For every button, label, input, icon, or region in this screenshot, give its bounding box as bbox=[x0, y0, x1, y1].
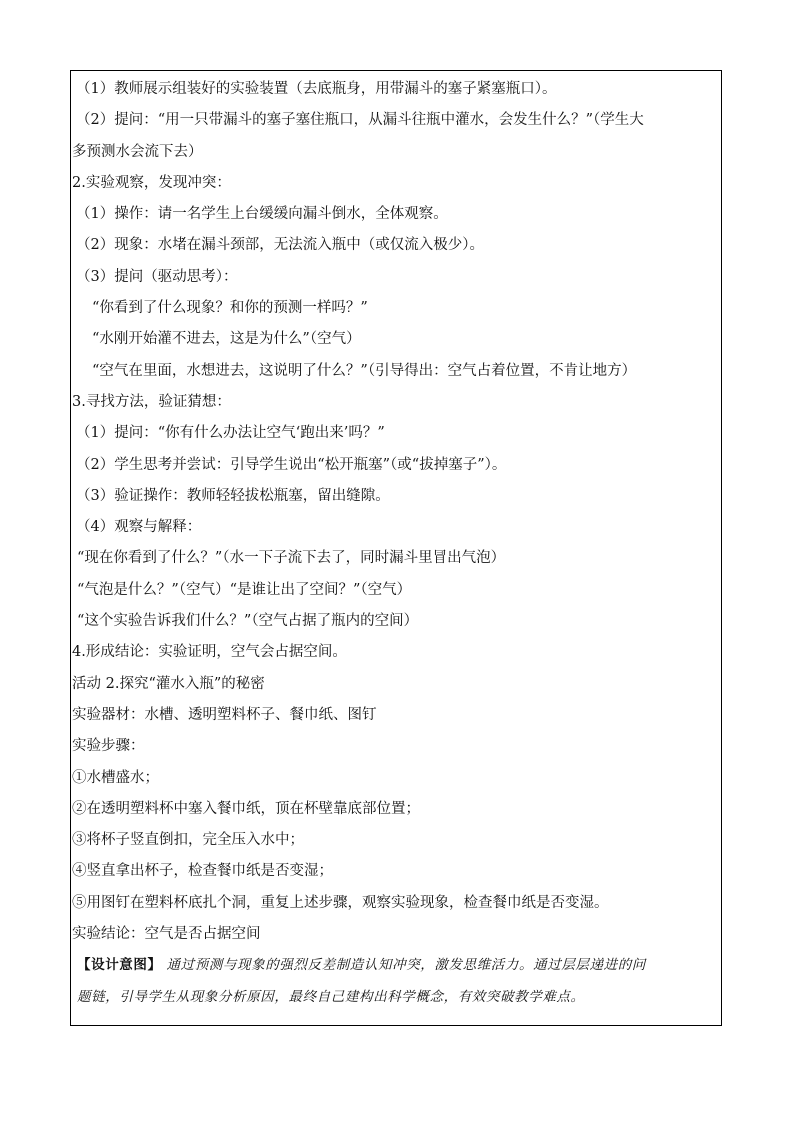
step-line: ①水槽盛水； bbox=[72, 769, 159, 786]
lesson-content bbox=[71, 71, 721, 1013]
design-intent-text: 通过预测与现象的强烈反差制造认知冲突，激发思维活力。通过层层递进的问 bbox=[161, 957, 646, 974]
quote-line: “气泡是什么？”（空气）“是谁让出了空间？”（空气） bbox=[77, 581, 412, 598]
design-intent-tag: 【设计意图】 bbox=[77, 957, 162, 974]
quote-line: “现在你看到了什么？”（水一下子流下去了，同时漏斗里冒出气泡） bbox=[77, 550, 506, 567]
step-line: ⑤用图钉在塑料杯底扎个洞，重复上述步骤，观察实验现象，检查餐巾纸是否变湿。 bbox=[72, 894, 609, 911]
quote-line: “你看到了什么现象？和你的预测一样吗？” bbox=[92, 300, 368, 317]
section-heading: 4.形成结论：实验证明，空气会占据空间。 bbox=[72, 644, 347, 661]
design-intent bbox=[71, 950, 721, 981]
text-line: 实验步骤： bbox=[72, 738, 145, 755]
text-line: 实验器材：水槽、透明塑料杯子、餐巾纸、图钉 bbox=[72, 706, 377, 723]
step-line: ②在透明塑料杯中塞入餐巾纸，顶在杯壁靠底部位置； bbox=[72, 800, 420, 817]
quote-line: “水刚开始灌不进去，这是为什么”（空气） bbox=[92, 331, 361, 348]
text-line: （4）观察与解释： bbox=[76, 519, 202, 536]
text-line: （1）教师展示组装好的实验装置（去底瓶身，用带漏斗的塞子紧塞瓶口）。 bbox=[76, 81, 557, 97]
quote-line: “空气在里面，水想进去，这说明了什么？”（引导得出：空气占着位置，不肯让地方） bbox=[92, 362, 637, 379]
quote-line: “这个实验告诉我们什么？”（空气占据了瓶内的空间） bbox=[77, 613, 419, 630]
text-line: （3）验证操作：教师轻轻拔松瓶塞，留出缝隙。 bbox=[76, 487, 390, 504]
section-heading: 2.实验观察，发现冲突： bbox=[72, 174, 231, 191]
text-line: 实验结论：空气是否占据空间 bbox=[72, 926, 261, 943]
step-line: ④竖直拿出杯子，检查餐巾纸是否变湿； bbox=[72, 863, 333, 880]
text-line: （3）提问（驱动思考）： bbox=[76, 268, 238, 285]
text-line: （2）学生思考并尝试：引导学生说出“松开瓶塞”（或“拔掉塞子”）。 bbox=[76, 456, 507, 473]
design-intent-continued: 题链，引导学生从现象分析原因，最终自己建构出科学概念，有效突破教学难点。 bbox=[77, 988, 585, 1005]
step-line: ③将杯子竖直倒扣，完全压入水中； bbox=[72, 832, 304, 849]
section-heading: 3.寻找方法，验证猜想： bbox=[72, 393, 231, 410]
lesson-table-cell bbox=[70, 70, 722, 1026]
text-line: （2）现象：水堵在漏斗颈部，无法流入瓶中（或仅流入极少）。 bbox=[76, 237, 484, 254]
text-line: 多预测水会流下去） bbox=[72, 143, 203, 160]
text-line: （2）提问：“用一只带漏斗的塞子塞住瓶口，从漏斗往瓶中灌水，会发生什么？”（学生大 bbox=[76, 112, 644, 129]
activity-heading: 活动 2.探究“灌水入瓶”的秘密 bbox=[72, 675, 265, 692]
text-line: （1）操作：请一名学生上台缓缓向漏斗倒水，全体观察。 bbox=[76, 206, 448, 223]
text-line: （1）提问：“你有什么办法让空气‘跑出来’吗？” bbox=[76, 425, 385, 442]
